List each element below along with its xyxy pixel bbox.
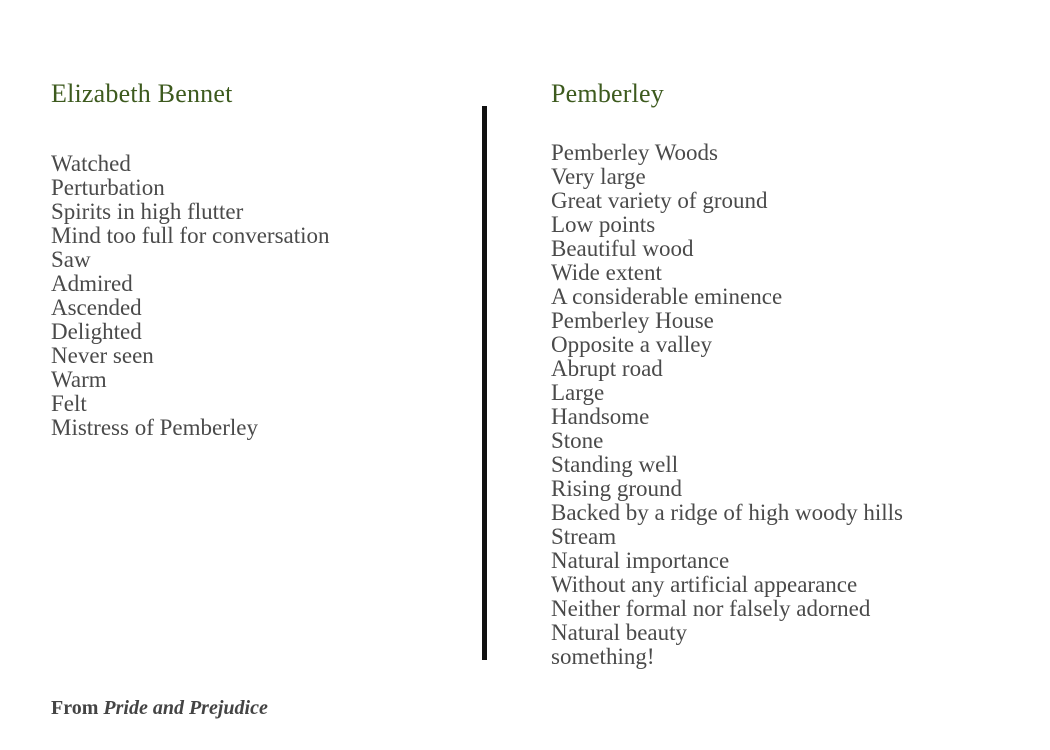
list-item: Opposite a valley <box>551 332 712 357</box>
list-item: Neither formal nor falsely adorned <box>551 596 871 621</box>
list-item: Perturbation <box>51 175 165 200</box>
list-item: Very large <box>551 164 646 189</box>
list-item: A considerable eminence <box>551 284 783 309</box>
list-item: Abrupt road <box>551 356 663 381</box>
list-item: something! <box>551 644 655 669</box>
list-item: Without any artificial appearance <box>551 572 858 597</box>
list-item: Ascended <box>51 295 142 320</box>
left-word-list <box>51 152 330 440</box>
list-item: Never seen <box>51 343 154 368</box>
list-item: Rising ground <box>551 476 682 501</box>
list-item: Standing well <box>551 452 679 477</box>
list-item: Mistress of Pemberley <box>51 415 258 440</box>
list-item: Pemberley House <box>551 308 714 333</box>
right-word-list <box>551 141 903 669</box>
list-item: Watched <box>51 151 131 176</box>
list-item: Mind too full for conversation <box>51 223 330 248</box>
source-prefix: From <box>51 697 99 719</box>
list-item: Pemberley Woods <box>551 140 719 165</box>
column-divider <box>482 106 487 660</box>
list-item: Handsome <box>551 404 650 429</box>
source-title: Pride and Prejudice <box>103 697 268 719</box>
list-item: Beautiful wood <box>551 236 694 261</box>
list-item: Natural beauty <box>551 620 688 645</box>
list-item: Warm <box>51 367 107 392</box>
list-item: Spirits in high flutter <box>51 199 244 224</box>
list-item: Backed by a ridge of high woody hills <box>551 500 903 525</box>
list-item: Saw <box>51 247 91 272</box>
right-column-heading: Pemberley <box>551 79 664 108</box>
left-column-heading: Elizabeth Bennet <box>51 79 233 108</box>
source-citation <box>51 696 268 720</box>
list-item: Stream <box>551 524 617 549</box>
list-item: Great variety of ground <box>551 188 768 213</box>
list-item: Stone <box>551 428 604 453</box>
list-item: Wide extent <box>551 260 662 285</box>
list-item: Large <box>551 380 605 405</box>
list-item: Felt <box>51 391 87 416</box>
list-item: Admired <box>51 271 133 296</box>
list-item: Delighted <box>51 319 142 344</box>
list-item: Natural importance <box>551 548 730 573</box>
list-item: Low points <box>551 212 656 237</box>
